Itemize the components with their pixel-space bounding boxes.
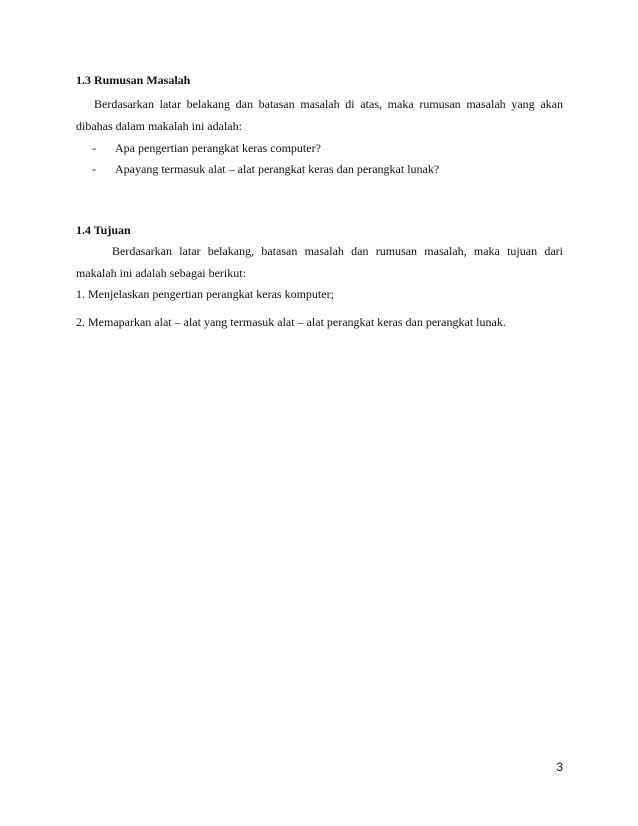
section-heading-rumusan-masalah: 1.3 Rumusan Masalah (76, 73, 191, 87)
page-number: 3 (556, 760, 563, 774)
rumusan-bullet-2 (92, 162, 439, 177)
section-heading-tujuan: 1.4 Tujuan (76, 223, 131, 237)
tujuan-paragraph-line1: Berdasarkan latar belakang, batasan masalah dan rumusan masalah, maka tujuan dari (112, 244, 563, 258)
tujuan-item-1: 1. Menjelaskan pengertian perangkat keras komputer; (76, 287, 334, 301)
rumusan-paragraph-line2: dibahas dalam makalah ini adalah: (76, 119, 242, 133)
rumusan-paragraph (76, 93, 563, 137)
rumusan-paragraph-line1: Berdasarkan latar belakang dan batasan masalah di atas, maka rumusan masalah yang akan (94, 97, 563, 111)
tujuan-paragraph-line2: makalah ini adalah sebagai berikut: (76, 266, 246, 280)
bullet-marker: - (92, 141, 96, 155)
rumusan-bullet-2-text: Apayang termasuk alat – alat perangkat keras dan perangkat lunak? (115, 162, 440, 176)
tujuan-item-2: 2. Memaparkan alat – alat yang termasuk alat – alat perangkat keras dan perangkat lunak. (76, 315, 506, 329)
tujuan-paragraph (76, 240, 563, 284)
rumusan-bullet-1 (92, 141, 321, 156)
rumusan-bullet-1-text: Apa pengertian perangkat keras computer? (115, 141, 321, 155)
bullet-marker: - (92, 162, 96, 176)
